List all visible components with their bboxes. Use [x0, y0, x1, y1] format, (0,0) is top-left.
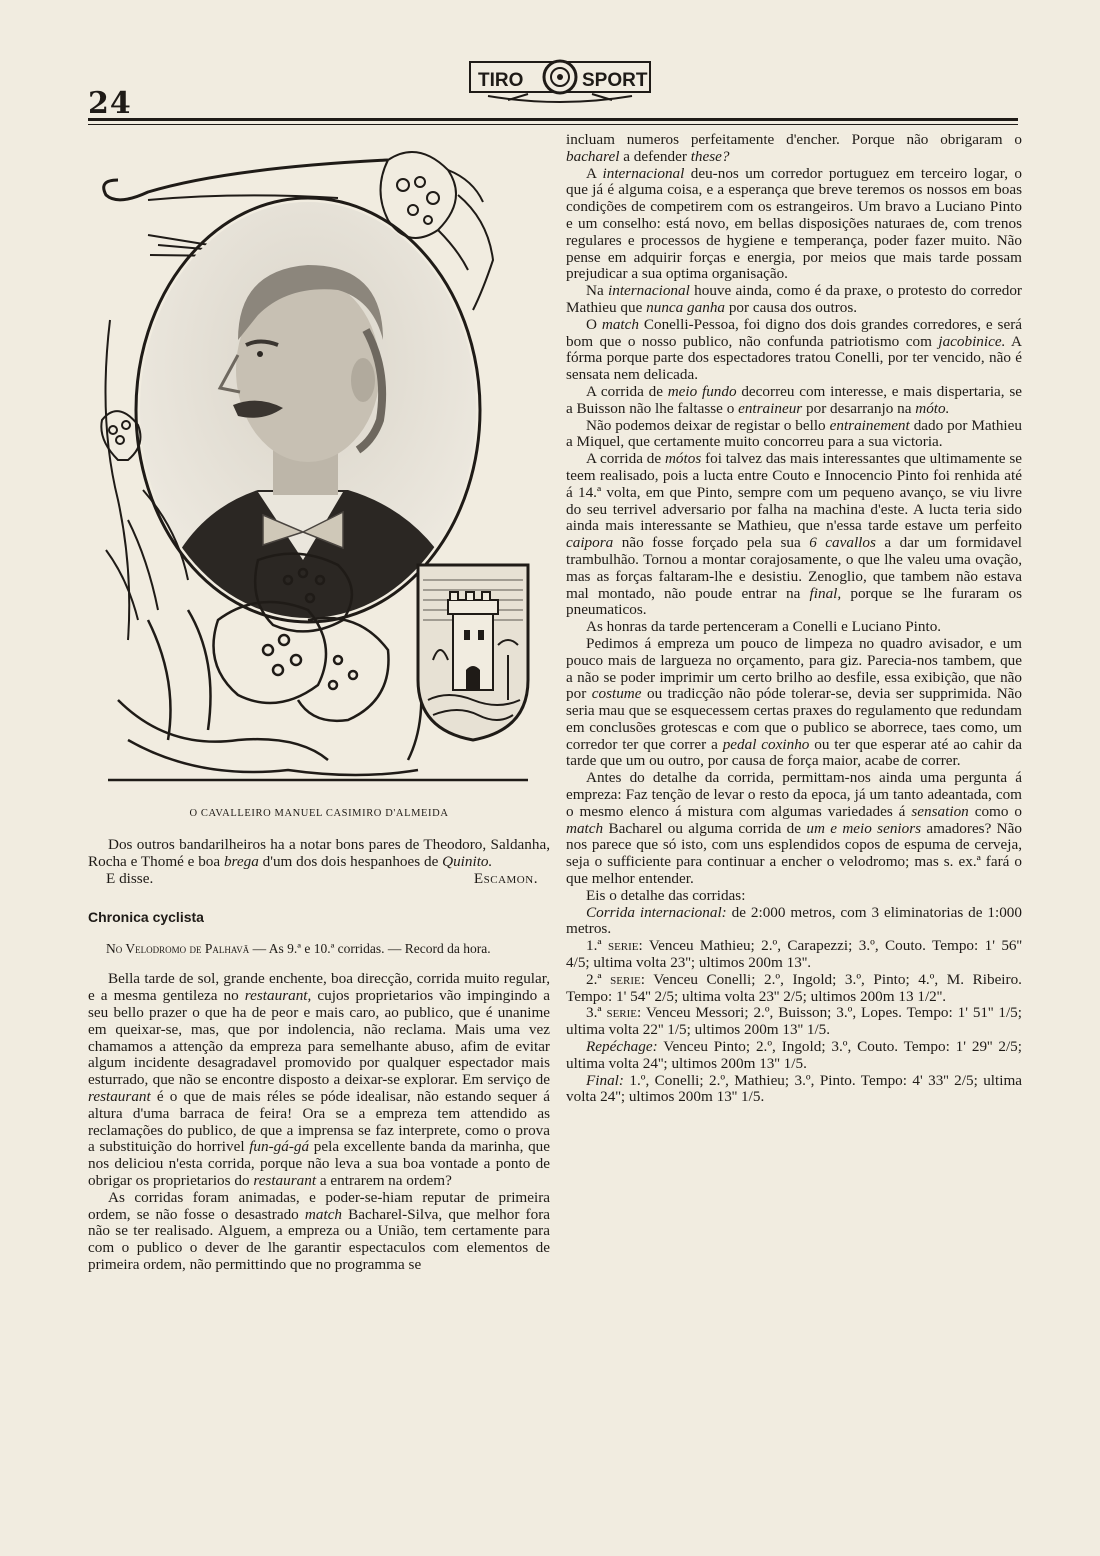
paragraph: Na internacional houve ainda, como é da praxe, o protesto do corredor Mathieu que nunca ganha por causa dos outros.: [566, 282, 1022, 316]
paragraph: A corrida de mótos foi talvez das mais interessantes que ultimamente se teem realisado, pois a lucta entre Couto e Innocencio Pinto foi renhida até á 14.ª volta, em que Pinto, sempre com um pequeno avanço, se viu livre do seu terrivel adversario por falha na machina d'este. A lucta teria sido ainda mais interessante se Mathieu, que n'essa tarde estave um perfeito caipora não fosse forçado pela sua 6 cavallos a dar um formidavel trambulhão. Tornou a montar corajosamente, o que lhe valeu uma ovação, mas as forças faltaram-lhe e desistiu. Zenoglio, que tambem não estava mal montado, não poude entrar na final, porque se lhe furaram os pneumaticos.: [566, 450, 1023, 619]
floral-border-icon: [88, 140, 550, 800]
paragraph: As corridas foram animadas, e poder-se-hiam reputar de primeira ordem, se não fosse o desastrado match Bacharel-Silva, que melhor fora não se ter realisado. Alguem, a empreza ou a União, tem certamente para com o publico o dever de lhe garantir espectaculos com elementos de primeira ordem, não permittindo que no programma se: [88, 1188, 551, 1273]
paragraph: Dos outros bandarilheiros ha a notar bons pares de Theodoro, Saldanha, Rocha e Thomé e boa brega d'um dos dois hespanhoes de Quinito.: [88, 836, 550, 870]
section-subhead: No Velodromo de Palhavã — As 9.ª e 10.ª corridas. — Record da hora.: [106, 941, 491, 957]
paragraph: incluam numeros perfeitamente d'encher. Porque não obrigaram o bacharel a defender these?: [566, 131, 1022, 165]
header-rule-thin: [88, 124, 1018, 125]
paragraph: O match Conelli-Pessoa, foi digno dos dois grandes corredores, e será bom que o nosso publico, não confunda patriotismo com jacobinice. A fórma porque parte dos espectadores tratou Conelli, por ter vencido, não é sensata nem delicada.: [566, 315, 1023, 384]
paragraph: Bella tarde de sol, grande enchente, boa direcção, corrida muito regular, e a mesma gentileza no restaurant, cujos proprietarios vão impingindo a seu bello prazer o que ha de peor e mais caro, ao publico, que é unanime em queixar-se, mas, que por indolencia, não reclama. Mais uma vez chamamos a attenção da empreza para semelhante abuso, afim de evitar algum incidente desagradavel promovido por qualquer espectador mais esturrado, que não se encontre disposto a deixar-se explorar. Em serviço de restaurant é o que de mais réles se póde idealisar, não estando sequer á altura d'uma barraca de feira! Ora se a empreza tem attendido as reclamações do publico, de que a imprensa se faz interprete, como o prova a substituição do horrivel fun-gá-gá pela excellente banda da marinha, que nos deliciou n'esta corrida, porque não leva a sua boa vontade a ponto de obrigar os proprietarios do restaurant a entrarem na ordem?: [88, 970, 550, 1189]
section-title: Chronica cyclista: [88, 909, 204, 926]
paragraph: A internacional deu-nos um corredor portuguez em terceiro logar, o que já é alguma coisa, e a esperança que breve teremos os nossos em boas condições de competirem com os estrangeiros. Um bravo a Luciano Pinto e um conselho: está novo, em bellas disposições naturaes de, com trenos regulares e processos de hygiene e temperança, poder fazer muito. Não pense em adquirir forças e energia, por meios que mais tarde possam prejudicar a sua optima organisação.: [566, 164, 1022, 283]
portrait-caption: O CAVALLEIRO MANUEL CASIMIRO D'ALMEIDA: [189, 808, 449, 819]
signature: Escamon.: [473, 869, 538, 887]
paragraph: A corrida de meio fundo decorreu com interesse, e mais dispertaria, se a Buisson não lhe faltasse o entraineur por desarranjo na móto.: [566, 382, 1022, 417]
result-line: Repéchage: Venceu Pinto; 2.º, Ingold; 3.º, Couto. Tempo: 1' 29'' 2/5; ultima volta 24''; ultimos 200m 13'' 1/5.: [566, 1038, 1022, 1072]
paragraph: Não podemos deixar de registar o bello entrainement dado por Mathieu a Miquel, que certamente muito concorreu para a sua victoria.: [566, 416, 1022, 451]
paragraph: As honras da tarde pertenceram a Conelli e Luciano Pinto.: [586, 618, 942, 636]
header-rule: [88, 118, 1018, 121]
coat-of-arms-icon: [418, 565, 528, 740]
paragraph: Eis o detalhe das corridas:: [586, 886, 746, 904]
svg-text:SPORT: SPORT: [582, 70, 648, 91]
svg-text:TIRO: TIRO: [478, 70, 524, 91]
page-number: 24: [88, 86, 132, 121]
paragraph: Antes do detalhe da corrida, permittam-nos ainda uma pergunta á empreza: Faz tenção de levar o resto da epoca, já um tanto adeantada, com o mesmo elenco á mistura com algumas variedades á sensation como o match Bacharel ou alguma corrida de um e meio seniors amadores? Não nos parece que só isto, com uns esplendidos copos de espuma de cerveja, seja o sufficiente para continuar a encher o velodromo; mas s. ex.ª fará o que melhor entender.: [566, 769, 1022, 888]
result-line: 3.ª serie: Venceu Messori; 2.º, Buisson; 3.º, Lopes. Tempo: 1' 51'' 1/5; ultima volta 22'' 1/5; ultimos 200m 13'' 1/5.: [566, 1004, 1022, 1039]
paragraph: Corrida internacional: de 2:000 metros, com 3 eliminatorias de 1:000 metros.: [566, 903, 1022, 938]
paragraph: Pedimos á empreza um pouco de limpeza no quadro avisador, e um pouco mais de largueza no orçamento, para giz. Parecia-nos tambem, que a não se poder imprimir um certo brilho ao desfile, essa exibição, que não por costume ou tradicção não póde tolerar-se, devia ser supprimida. Não seria mau que se esquecessem certas praxes do regulamento que redundam em conclusões grotescas e com que o publico se aborrece, taes como, um corredor ter que correr a pedal coxinho ou ter que esperar até ao cahir da tarde que um ou outro, por causa de força maior, acabe de correr.: [566, 634, 1023, 770]
result-line: Final: 1.º, Conelli; 2.º, Mathieu; 3.º, Pinto. Tempo: 4' 33'' 2/5; ultima volta 24''; ultimos 200m 13'' 1/5.: [566, 1071, 1022, 1106]
right-column: [566, 132, 1022, 1106]
result-line: 2.ª serie: Venceu Conelli; 2.º, Ingold; 3.º, Pinto; 4.º, M. Ribeiro. Tempo: 1' 54'' 2/5; ultima volta 23'' 2/5; ultimos 200m 13 1/2''.: [566, 970, 1022, 1005]
signoff: E disse. Escamon.: [106, 869, 538, 887]
left-column: [88, 140, 550, 1274]
portrait-illustration: [88, 140, 550, 800]
masthead-logo: [468, 56, 652, 106]
result-line: 1.ª serie: Venceu Mathieu; 2.º, Carapezzi; 3.º, Couto. Tempo: 1' 56'' 4/5; ultima volta 23''; ultimos 200m 13''.: [566, 937, 1022, 972]
